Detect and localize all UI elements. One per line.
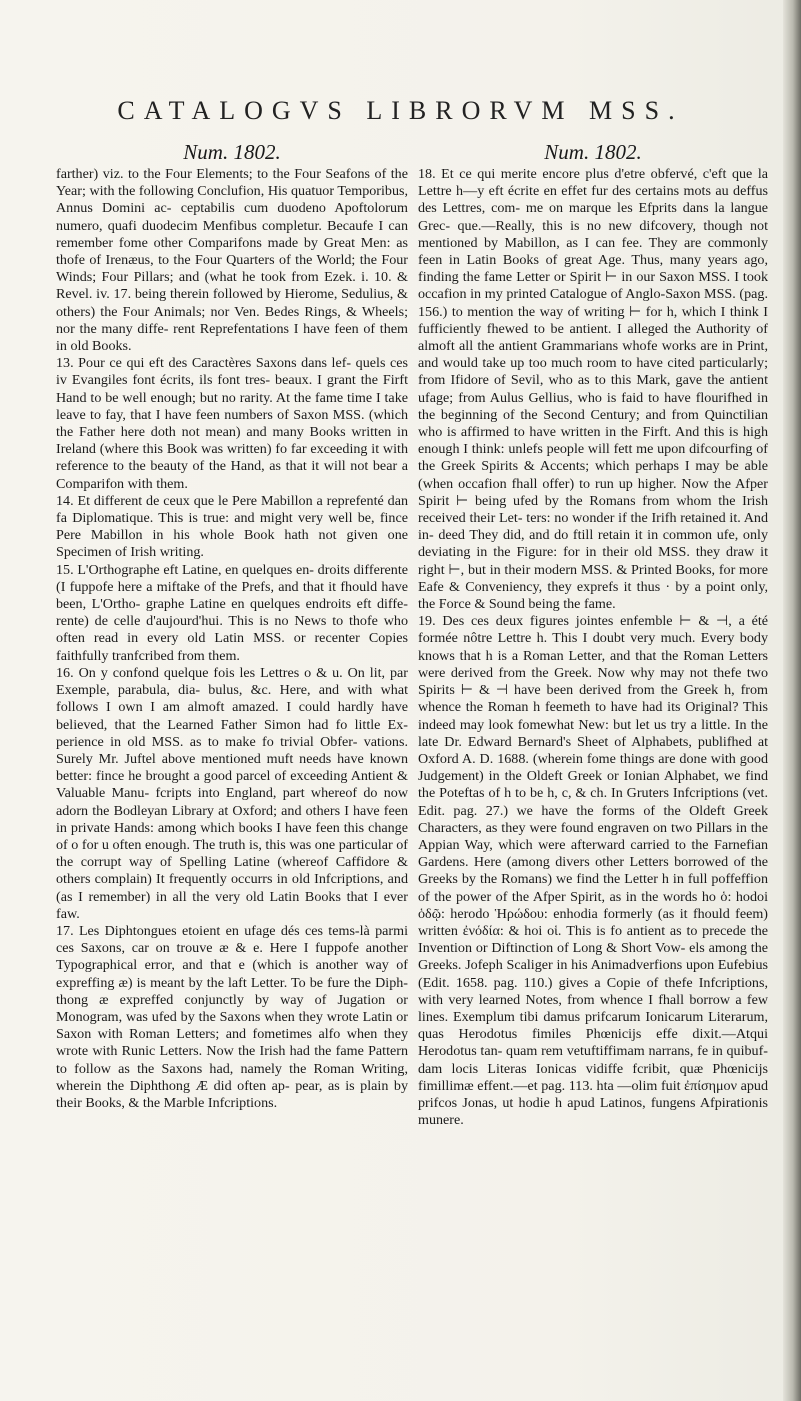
right-paragraph: 18. Et ce qui merite encore plus d'etre obfervé, c'eft que la Lettre h—y eft écrite en effet fur des certains mots au deffus des Lettres, com- me on marque les Efprits dans la langue Grec- que.—Really, this is no new difcovery, though not mentioned by Mabillon, as I can fee. They are commonly feen in Latin Books of great Age. Thus, many years ago, finding the fame Letter or Spirit ⊢ in our Saxon MSS. I took occafion in my printed Catalogue of Anglo-Saxon MSS. (pag. 156.) to mention the way of writing ⊢ for h, which I think I fufficiently fhewed to be antient. I alleged the Authority of almoft all the antient Grammarians whofe works are in Print, and would take up too much room to have cited particularly; from Ifidore of Sevil, who as to this Mark, gave the antient ufage; from Aulus Gellius, who is faid to have flourifhed in the beginning of the Second Century; and from Quinctilian who is affirmed to have written in the Firft. And this is high enough I think: unlefs people will fett me upon difcourfing of the Greek Spirits & Accents; which perhaps I may be able (when occafion fhall offer) to run up higher. Now the Afper Spirit ⊢ being ufed by the Romans from whom the Irish received their Let- ters: no wonder if the Irifh retained it. And in- deed They did, and do ftill retain it in common ufe, only deviating in the Figure: for in their old MSS. they draw it right ⊢, but in their modern MSS. & Printed Books, for more Eafe & Conveniency, they exprefs it thus · by a point only, the Force & Sound being the fame. (418, 166, 768, 613)
left-paragraph: farther) viz. to the Four Elements; to the Four Seafons of the Year; with the following Conclufion, His quatuor Temporibus, Annus Domini ac- ceptabilis cum duodeno Apoftolorum numero, quafi duodecim Menfibus completur. Becaufe I can remember fome other Comparifons made by Great Men: as thofe of Irenæus, to the Four Quarters of the World; the Four Winds; Four Pillars; and (what he took from Ezek. i. 10. & Revel. iv. 17. being therein followed by Hierome, Sedulius, & others) the Four Animals; nor Ven. Bedes Rings, & Wheels; nor the many diffe- rent Reprefentations I have feen of them in old Books. (56, 166, 408, 355)
left-paragraph: 16. On y confond quelque fois les Lettres o & u. On lit, par Exemple, parabula, dia- bulus, &c. Here, and with what follows I own I am almoft amazed. I could hardly have believed, that the Learned Father Simon had fo little Ex- perience in old MSS. as to make fo trivial Obfer- vations. Surely Mr. Juftel above mentioned muft needs have known better: fince he brought a good parcel of exceeding Antient & Valuable Manu- fcripts into England, part whereof do now adorn the Bodleyan Library at Oxford; and others I have feen in private Hands: among which books I have feen this change of o for u often enough. The truth is, this was one particular of the corrupt way of Spelling Latine (whereof Caffidore & others complain) It frequently occurrs in old Infcriptions, and (as I remember) in all the very old Latin Books that I ever faw. (56, 664, 408, 922)
right-column-title: Num. 1802. (544, 140, 642, 164)
left-paragraph: 17. Les Diphtongues etoient en ufage dés ces tems-là parmi ces Saxons, car on trouve æ & e. Here I fuppofe another Typographical error, and that e (which is another way of expreffing æ) is meant by the laft Letter. To be fure the Diph- thong æ expreffed conjunctly by way of Jugation or Monogram, was ufed by the Saxons when they wrote Latin or Saxon with Roman Letters; and fometimes alfo when they wrote with Runic Letters. Now the Irish had the fame Pattern to follow as the Saxons had, namely the Roman Writing, wherein the Diphthong Æ did often ap- pear, as is plain by their Books, & the Marble Infcriptions. (56, 922, 408, 1111)
running-header: CATALOGVS LIBRORVM MSS. (117, 96, 684, 125)
left-paragraph: 14. Et different de ceux que le Pere Mabillon a reprefenté dan fa Diplomatique. This is true: and might very well be, fince Pere Mabillon in his whole Book hath not given one Specimen of Irish writing. (56, 492, 408, 561)
left-paragraph: 13. Pour ce qui eft des Caractères Saxons dans lef- quels ces iv Evangiles font écrits, ils font tres- beaux. I grant the Firft Hand to be well enough; but no rarity. At the fame time I take leave to fay, that I have feen numbers of Saxon MSS. (which the Father here doth not mean) and many Books written in Ireland (where this Book was written) fo far exceeding it with reference to the beauty of the Hand, as that it will not bear a Comparifon with them. (56, 355, 408, 492)
left-paragraph: 15. L'Orthographe eft Latine, en quelques en- droits differente (I fuppofe here a miftake of the Prefs, and that it fhould have been, L'Ortho- graphe Latine en quelques endroits eft diffe- rente) de celle d'aujourd'hui. This is no News to thofe who often read in every old Latin MSS. or recenter Copies faithfully tranfcribed from them. (56, 561, 408, 664)
right-column (418, 140, 768, 1129)
right-paragraph: 19. Des ces deux figures jointes enfemble ⊢ & ⊣, a été formée nôtre Lettre h. This I doubt very much. Every body knows that h is a Roman Letter, and that the Roman Letters were derived from the Greek. Now why may not thefe two Spirits ⊢ & ⊣ have been derived from the Greek h, from whence the Roman h feemeth to have had its Original? This indeed may look fomewhat New: but let us try a little. In the late Dr. Edward Bernard's Sheet of Alphabets, publifhed at Oxford A. D. 1688. (wherein fome things are done with good Judgement) in the Oldeft Greek or Ionian Alphabet, we find the Poteftas of h to be h, c, & ch. In Gruters Infcriptions (vet. Edit. pag. 27.) we have the forms of the Oldeft Greek Characters, as they were found engraven on two Pillars in the Appian Way, which were afterward carried to the Farnefian Gardens. Here (among divers other Letters borrowed of the Greeks by the Romans) we find the Letter h in full poffeffion of the power of the Afper Spirit, as in the words ho ὁ: hodoi ὁδῷ: herodo Ἡρώδου: enhodia formerly (as it fhould feem) written ἐνόδία: & hoi οἱ. This is fo antient as to precede the Invention or Diftinction of Long & Short Vow- els among the Greeks. Jofeph Scaliger in his Animadverfions upon Eufebius (Edit. 1658. pag. 110.) gives a Copie of thefe Infcriptions, with very learned Notes, from whence I fhall borrow a few lines. Exemplum tibi damus prifcarum Ionicarum Literarum, quas Herodotus fimiles Phœnicijs effe dixit.—Atqui Herodotus tan- quam rem vetuftiffimam narrans, fe in quibuf- dam locis Literas Ionicas vidiffe fcribit, quæ Phœnicijs fimillimæ effent.—et pag. 113. hta —olim fuit ἐπίσημον apud prifcos Jonas, ut hodie h apud Latinos, fungens Afpirationis munere. (418, 613, 768, 1129)
left-column-title: Num. 1802. (183, 140, 281, 164)
page-binding-edge (783, 0, 801, 1401)
left-column (56, 140, 408, 1112)
